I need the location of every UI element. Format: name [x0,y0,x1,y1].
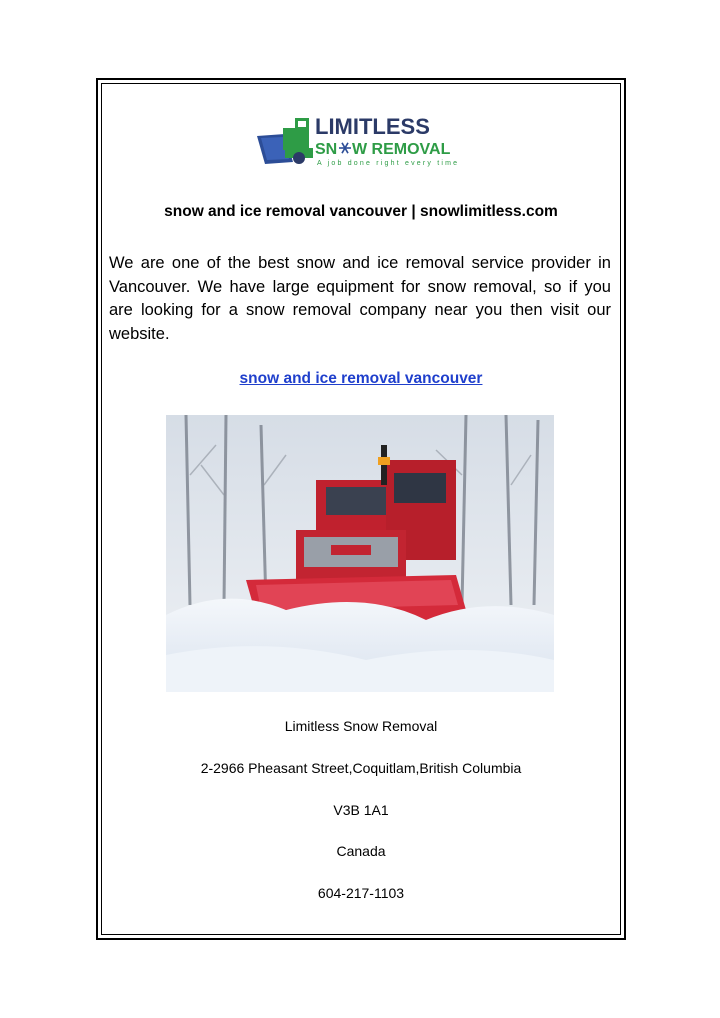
logo-line2-b: W REMOVAL [352,141,451,158]
snow-plow-truck-photo [166,415,554,692]
phone-number: 604-217-1103 [317,885,405,901]
page-title: snow and ice removal vancouver | snowlimitless.com [164,203,558,220]
snow-plow-logo-icon [255,112,465,172]
country: Canada [336,843,386,859]
street-address: 2-2966 Pheasant Street,Coquitlam,British Columbia [200,760,522,776]
logo-tagline: A job done right every time [317,160,460,167]
service-link[interactable]: snow and ice removal vancouver [239,370,483,387]
snowflake-icon [339,143,351,153]
intro-paragraph: We are one of the best snow and ice removal service provider in Vancouver. We have large equipment for snow removal, so if you are looking for a snow removal company near you then visit our website. [109,254,611,343]
company-logo [255,112,465,172]
logo-line1: LIMITLESS [315,114,430,139]
logo-line2-a: SN [315,141,338,158]
company-name: Limitless Snow Removal [284,718,438,734]
postal-code: V3B 1A1 [333,802,389,818]
